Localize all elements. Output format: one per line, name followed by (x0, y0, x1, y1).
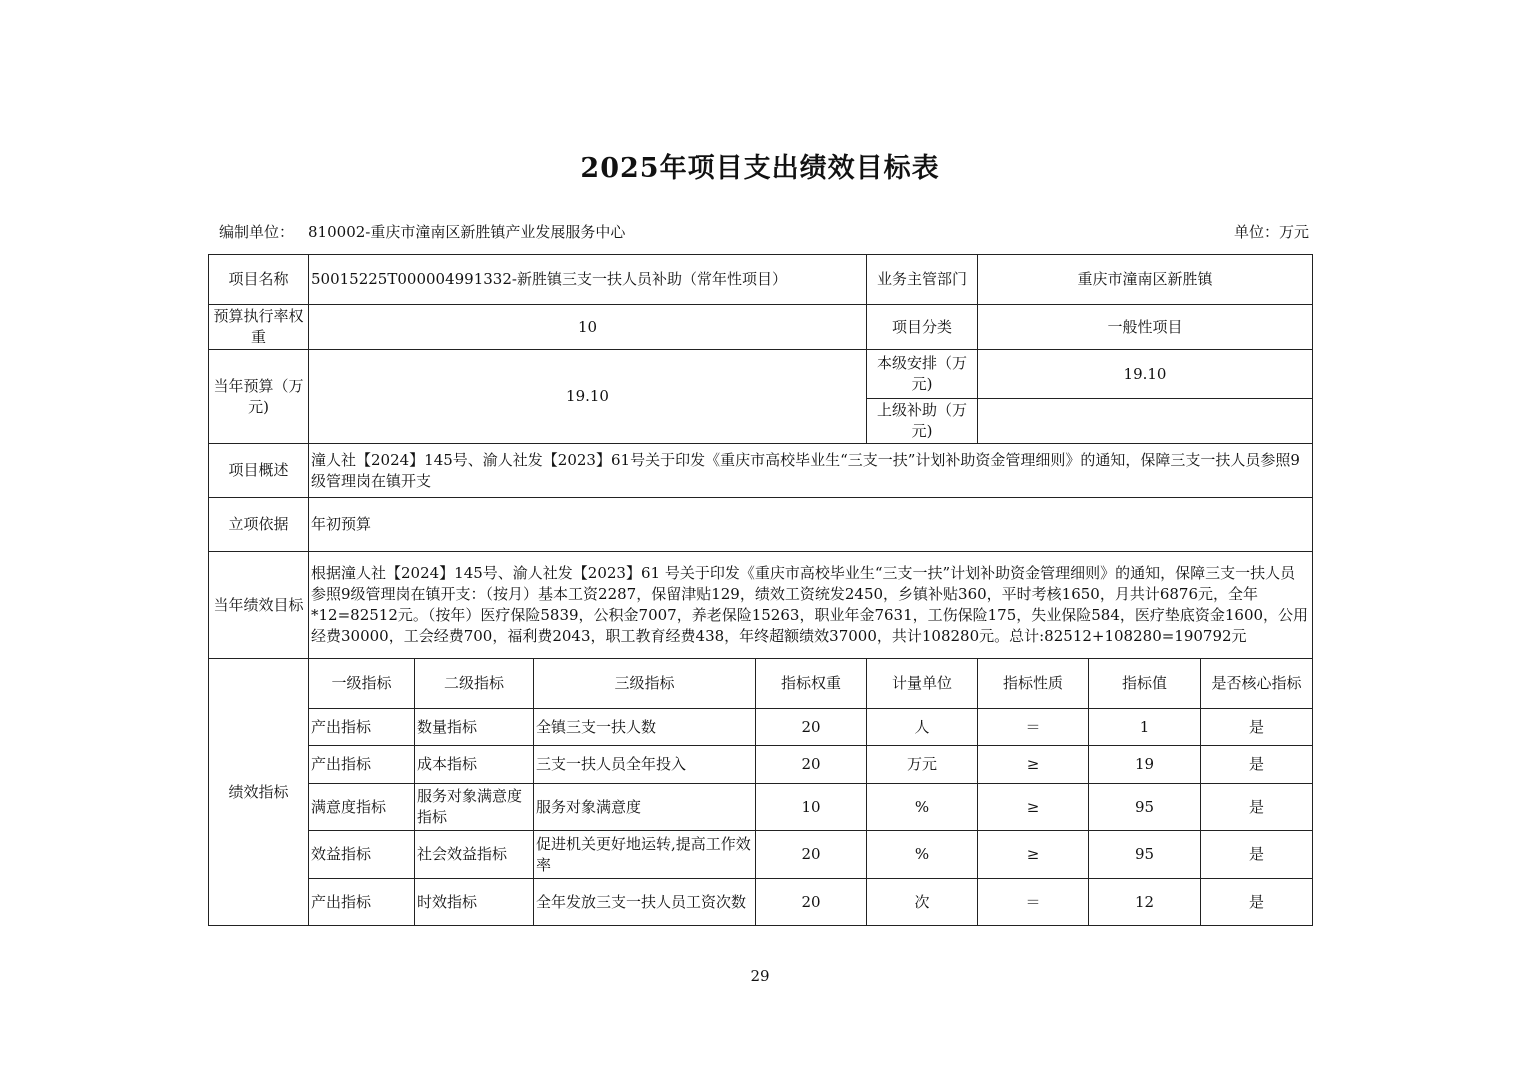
level3-cell: 全镇三支一扶人数 (534, 709, 756, 746)
weight-cell: 10 (756, 784, 867, 831)
header-value: 指标值 (1089, 659, 1201, 709)
overview-value: 潼人社【2024】145号、渝人社发【2023】61号关于印发《重庆市高校毕业生“三支一扶”计划补助资金管理细则》的通知，保障三支一扶人员参照9级管理岗在镇开支 (309, 444, 1313, 498)
dept-value: 重庆市潼南区新胜镇 (978, 255, 1313, 305)
value-cell: 1 (1089, 709, 1201, 746)
local-value: 19.10 (978, 350, 1313, 399)
nature-cell: ≥ (978, 784, 1089, 831)
weight-cell: 20 (756, 831, 867, 879)
category-label: 项目分类 (867, 305, 978, 350)
budget-value: 19.10 (309, 350, 867, 444)
indicators-section-label: 绩效指标 (209, 659, 309, 926)
unit-cell: 次 (867, 879, 978, 926)
level2-cell: 成本指标 (415, 746, 534, 784)
budget-label: 当年预算（万元) (209, 350, 309, 444)
core-cell: 是 (1201, 831, 1313, 879)
row-exec-weight (209, 305, 1313, 350)
unit-cell: 万元 (867, 746, 978, 784)
unit-cell: % (867, 784, 978, 831)
header-level1: 一级指标 (309, 659, 415, 709)
table-row (209, 879, 1313, 926)
header-unit: 计量单位 (867, 659, 978, 709)
overview-label: 项目概述 (209, 444, 309, 498)
table-row (209, 709, 1313, 746)
nature-cell: ＝ (978, 709, 1089, 746)
org-label: 编制单位： (219, 223, 295, 241)
row-basis (209, 498, 1313, 552)
local-label: 本级安排（万元) (867, 350, 978, 399)
level1-cell: 产出指标 (309, 709, 415, 746)
level3-cell: 服务对象满意度 (534, 784, 756, 831)
core-cell: 是 (1201, 709, 1313, 746)
dept-label: 业务主管部门 (867, 255, 978, 305)
org-value: 810002-重庆市潼南区新胜镇产业发展服务中心 (308, 223, 626, 241)
row-overview (209, 444, 1313, 498)
level2-cell: 数量指标 (415, 709, 534, 746)
weight-cell: 20 (756, 709, 867, 746)
exec-weight-value: 10 (309, 305, 867, 350)
header-level2: 二级指标 (415, 659, 534, 709)
header-weight: 指标权重 (756, 659, 867, 709)
goal-label: 当年绩效目标 (209, 552, 309, 659)
table-row (209, 784, 1313, 831)
goal-value: 根据潼人社【2024】145号、渝人社发【2023】61 号关于印发《重庆市高校毕业生“三支一扶”计划补助资金管理细则》的通知，保障三支一扶人员参照9级管理岗在镇开支：（按月）基本工资2287，保留津贴129，绩效工资统发2450，乡镇补贴360，平时考核1650，月共计6876元，全年*12=82512元。（按年）医疗保险5839，公积金7007，养老保险15263，职业年金7631，工伤保险175，失业保险584，医疗垫底资金1600，公用经费30000，工会经费700，福利费2043，职工教育经费438，年终超额绩效37000，共计108280元。总计:82512+108280=190792元 (309, 552, 1313, 659)
weight-cell: 20 (756, 746, 867, 784)
nature-cell: ≥ (978, 831, 1089, 879)
performance-table (208, 254, 1313, 926)
unit-label: 单位：万元 (1233, 223, 1309, 241)
exec-weight-label: 预算执行率权重 (209, 305, 309, 350)
project-name-label: 项目名称 (209, 255, 309, 305)
core-cell: 是 (1201, 879, 1313, 926)
row-project-name (209, 255, 1313, 305)
value-cell: 19 (1089, 746, 1201, 784)
basis-label: 立项依据 (209, 498, 309, 552)
table-row (209, 746, 1313, 784)
header-core: 是否核心指标 (1201, 659, 1313, 709)
value-cell: 95 (1089, 784, 1201, 831)
level3-cell: 全年发放三支一扶人员工资次数 (534, 879, 756, 926)
row-goal (209, 552, 1313, 659)
level1-cell: 效益指标 (309, 831, 415, 879)
org-line (219, 221, 625, 242)
nature-cell: ≥ (978, 746, 1089, 784)
unit-cell: % (867, 831, 978, 879)
row-budget (209, 350, 1313, 399)
weight-cell: 20 (756, 879, 867, 926)
core-cell: 是 (1201, 784, 1313, 831)
value-cell: 12 (1089, 879, 1201, 926)
header-nature: 指标性质 (978, 659, 1089, 709)
upper-label: 上级补助（万元) (867, 399, 978, 444)
level3-cell: 三支一扶人员全年投入 (534, 746, 756, 784)
upper-value (978, 399, 1313, 444)
level2-cell: 服务对象满意度指标 (415, 784, 534, 831)
nature-cell: ＝ (978, 879, 1089, 926)
level2-cell: 时效指标 (415, 879, 534, 926)
level2-cell: 社会效益指标 (415, 831, 534, 879)
core-cell: 是 (1201, 746, 1313, 784)
category-value: 一般性项目 (978, 305, 1313, 350)
level1-cell: 产出指标 (309, 746, 415, 784)
page-number: 29 (750, 967, 770, 985)
header-level3: 三级指标 (534, 659, 756, 709)
table-row (209, 831, 1313, 879)
level1-cell: 产出指标 (309, 879, 415, 926)
indicator-header-row (209, 659, 1313, 709)
page-title: 2025年项目支出绩效目标表 (580, 153, 940, 184)
level1-cell: 满意度指标 (309, 784, 415, 831)
level3-cell: 促进机关更好地运转,提高工作效率 (534, 831, 756, 879)
basis-value: 年初预算 (309, 498, 1313, 552)
value-cell: 95 (1089, 831, 1201, 879)
unit-cell: 人 (867, 709, 978, 746)
project-name-value: 50015225T000004991332-新胜镇三支一扶人员补助（常年性项目） (309, 255, 867, 305)
